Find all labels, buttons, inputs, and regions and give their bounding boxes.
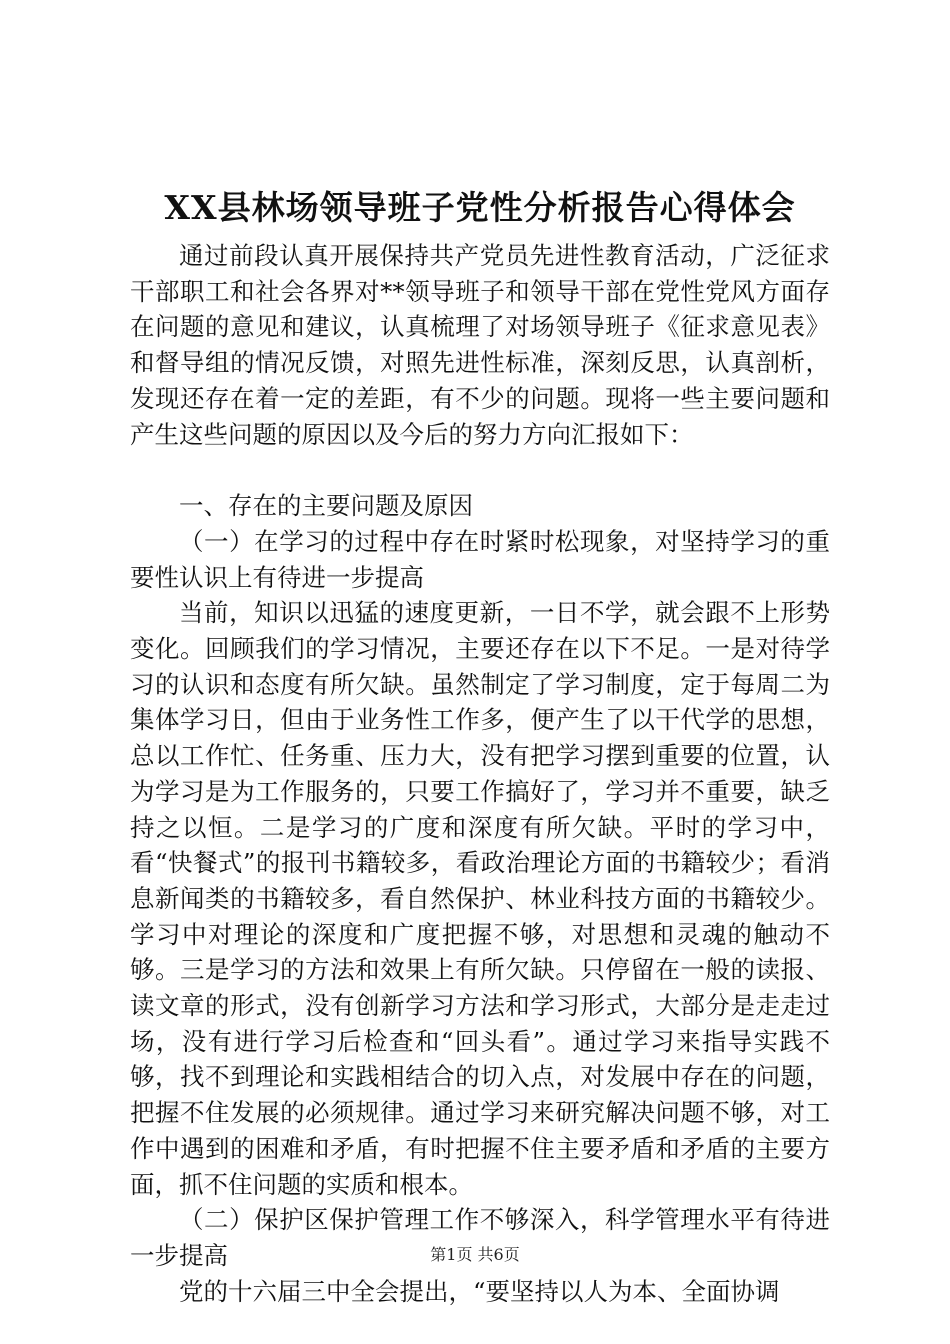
subsection-body-2: 党的十六届三中全会提出，“要坚持以人为本、全面协调 [179,1276,780,1306]
subsection-heading-2: （二）保护区保护管理工作不够深入，科学管理水平有待进一步提高 [130,1205,830,1270]
section-heading: 一、存在的主要问题及原因 [179,491,473,521]
page-footer: 第1页 共6页 [430,1245,520,1264]
subsection-body-1: 当前，知识以迅猛的速度更新，一日不学，就会跟不上形势变化。回顾我们的学习情况，主要还存在以下不足。一是对待学习的认识和态度有所欠缺。虽然制定了学习制度，定于每周二为集体学习日，但由于业务性工作多，便产生了以干代学的思想，总以工作忙、任务重、压力大，没有把学习摆到重要的位置，认为学习是为工作服务的，只要工作搞好了，学习并不重要，缺乏持之以恒。二是学习的广度和深度有所欠缺。平时的学习中，看“快餐式”的报刊书籍较多，看政治理论方面的书籍较少；看消息新闻类的书籍较多，看自然保护、林业科技方面的书籍较少。学习中对理论的深度和广度把握不够，对思想和灵魂的触动不够。三是学习的方法和效果上有所欠缺。只停留在一般的读报、读文章的形式，没有创新学习方法和学习形式，大部分是走走过场，没有进行学习后检查和“回头看”。通过学习来指导实践不够，找不到理论和实践相结合的切入点，对发展中存在的问题，把握不住发展的必须规律。通过学习来研究解决问题不够，对工作中遇到的困难和矛盾，有时把握不住主要矛盾和矛盾的主要方面，抓不住问题的实质和根本。 [130,598,830,1199]
document-body [130,238,830,1309]
paragraph-gap [130,452,830,488]
subsection-heading-1: （一）在学习的过程中存在时紧时松现象，对坚持学习的重要性认识上有待进一步提高 [130,526,830,592]
document-title: XX县林场领导班子党性分析报告心得体会 [164,188,796,227]
intro-paragraph: 通过前段认真开展保持共产党员先进性教育活动，广泛征求干部职工和社会各界对**领导班子和领导干部在党性党风方面存在问题的意见和建议，认真梳理了对场领导班子《征求意见表》和督导组的情况反馈，对照先进性标准，深刻反思，认真剖析，发现还存在着一定的差距，有不少的问题。现将一些主要问题和产生这些问题的原因以及今后的努力方向汇报如下： [130,241,830,449]
